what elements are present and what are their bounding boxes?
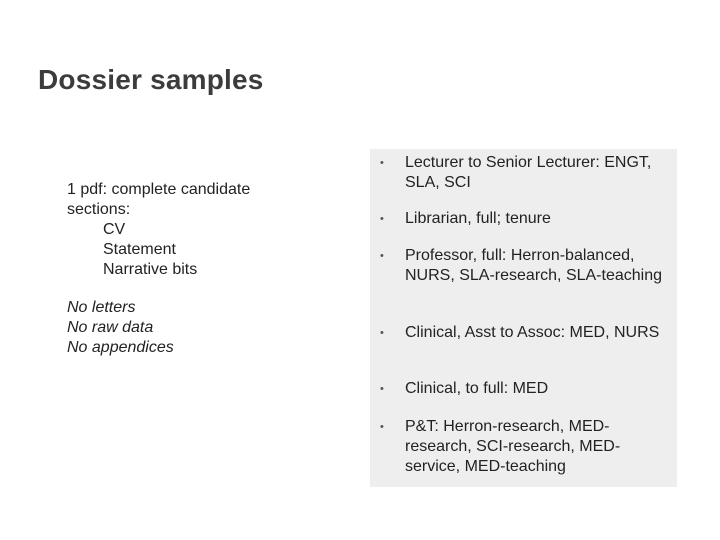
- exclusion-letters: No letters: [67, 299, 136, 316]
- bullet-icon: •: [380, 213, 384, 225]
- dossier-contents: [67, 180, 327, 358]
- list-item-text: Clinical, Asst to Assoc: MED, NURS: [405, 324, 660, 341]
- exclusion-appendices: No appendices: [67, 339, 174, 356]
- bullet-icon: •: [380, 327, 384, 339]
- list-item-text: Professor, full: Herron-balanced, NURS, SLA-research, SLA-teaching: [405, 247, 662, 284]
- bullet-icon: •: [380, 421, 384, 433]
- bullet-icon: •: [380, 157, 384, 169]
- list-item-text: P&T: Herron-research, MED-research, SCI-research, MED-service, MED-teaching: [405, 418, 621, 475]
- bullet-icon: •: [380, 250, 384, 262]
- contents-line-1: 1 pdf: complete candidate: [67, 181, 251, 198]
- slide-title: Dossier samples: [38, 64, 264, 95]
- section-statement: Statement: [103, 241, 176, 258]
- bullet-icon: •: [380, 383, 384, 395]
- section-narrative-bits: Narrative bits: [103, 261, 198, 278]
- list-item-text: Librarian, full; tenure: [405, 210, 551, 227]
- list-item-text: Lecturer to Senior Lecturer: ENGT, SLA, SCI: [405, 154, 652, 191]
- sample-list-panel: [370, 149, 677, 487]
- exclusion-raw-data: No raw data: [67, 319, 154, 336]
- contents-line-2: sections:: [67, 201, 131, 218]
- section-cv: CV: [103, 221, 126, 238]
- list-item-text: Clinical, to full: MED: [405, 380, 549, 397]
